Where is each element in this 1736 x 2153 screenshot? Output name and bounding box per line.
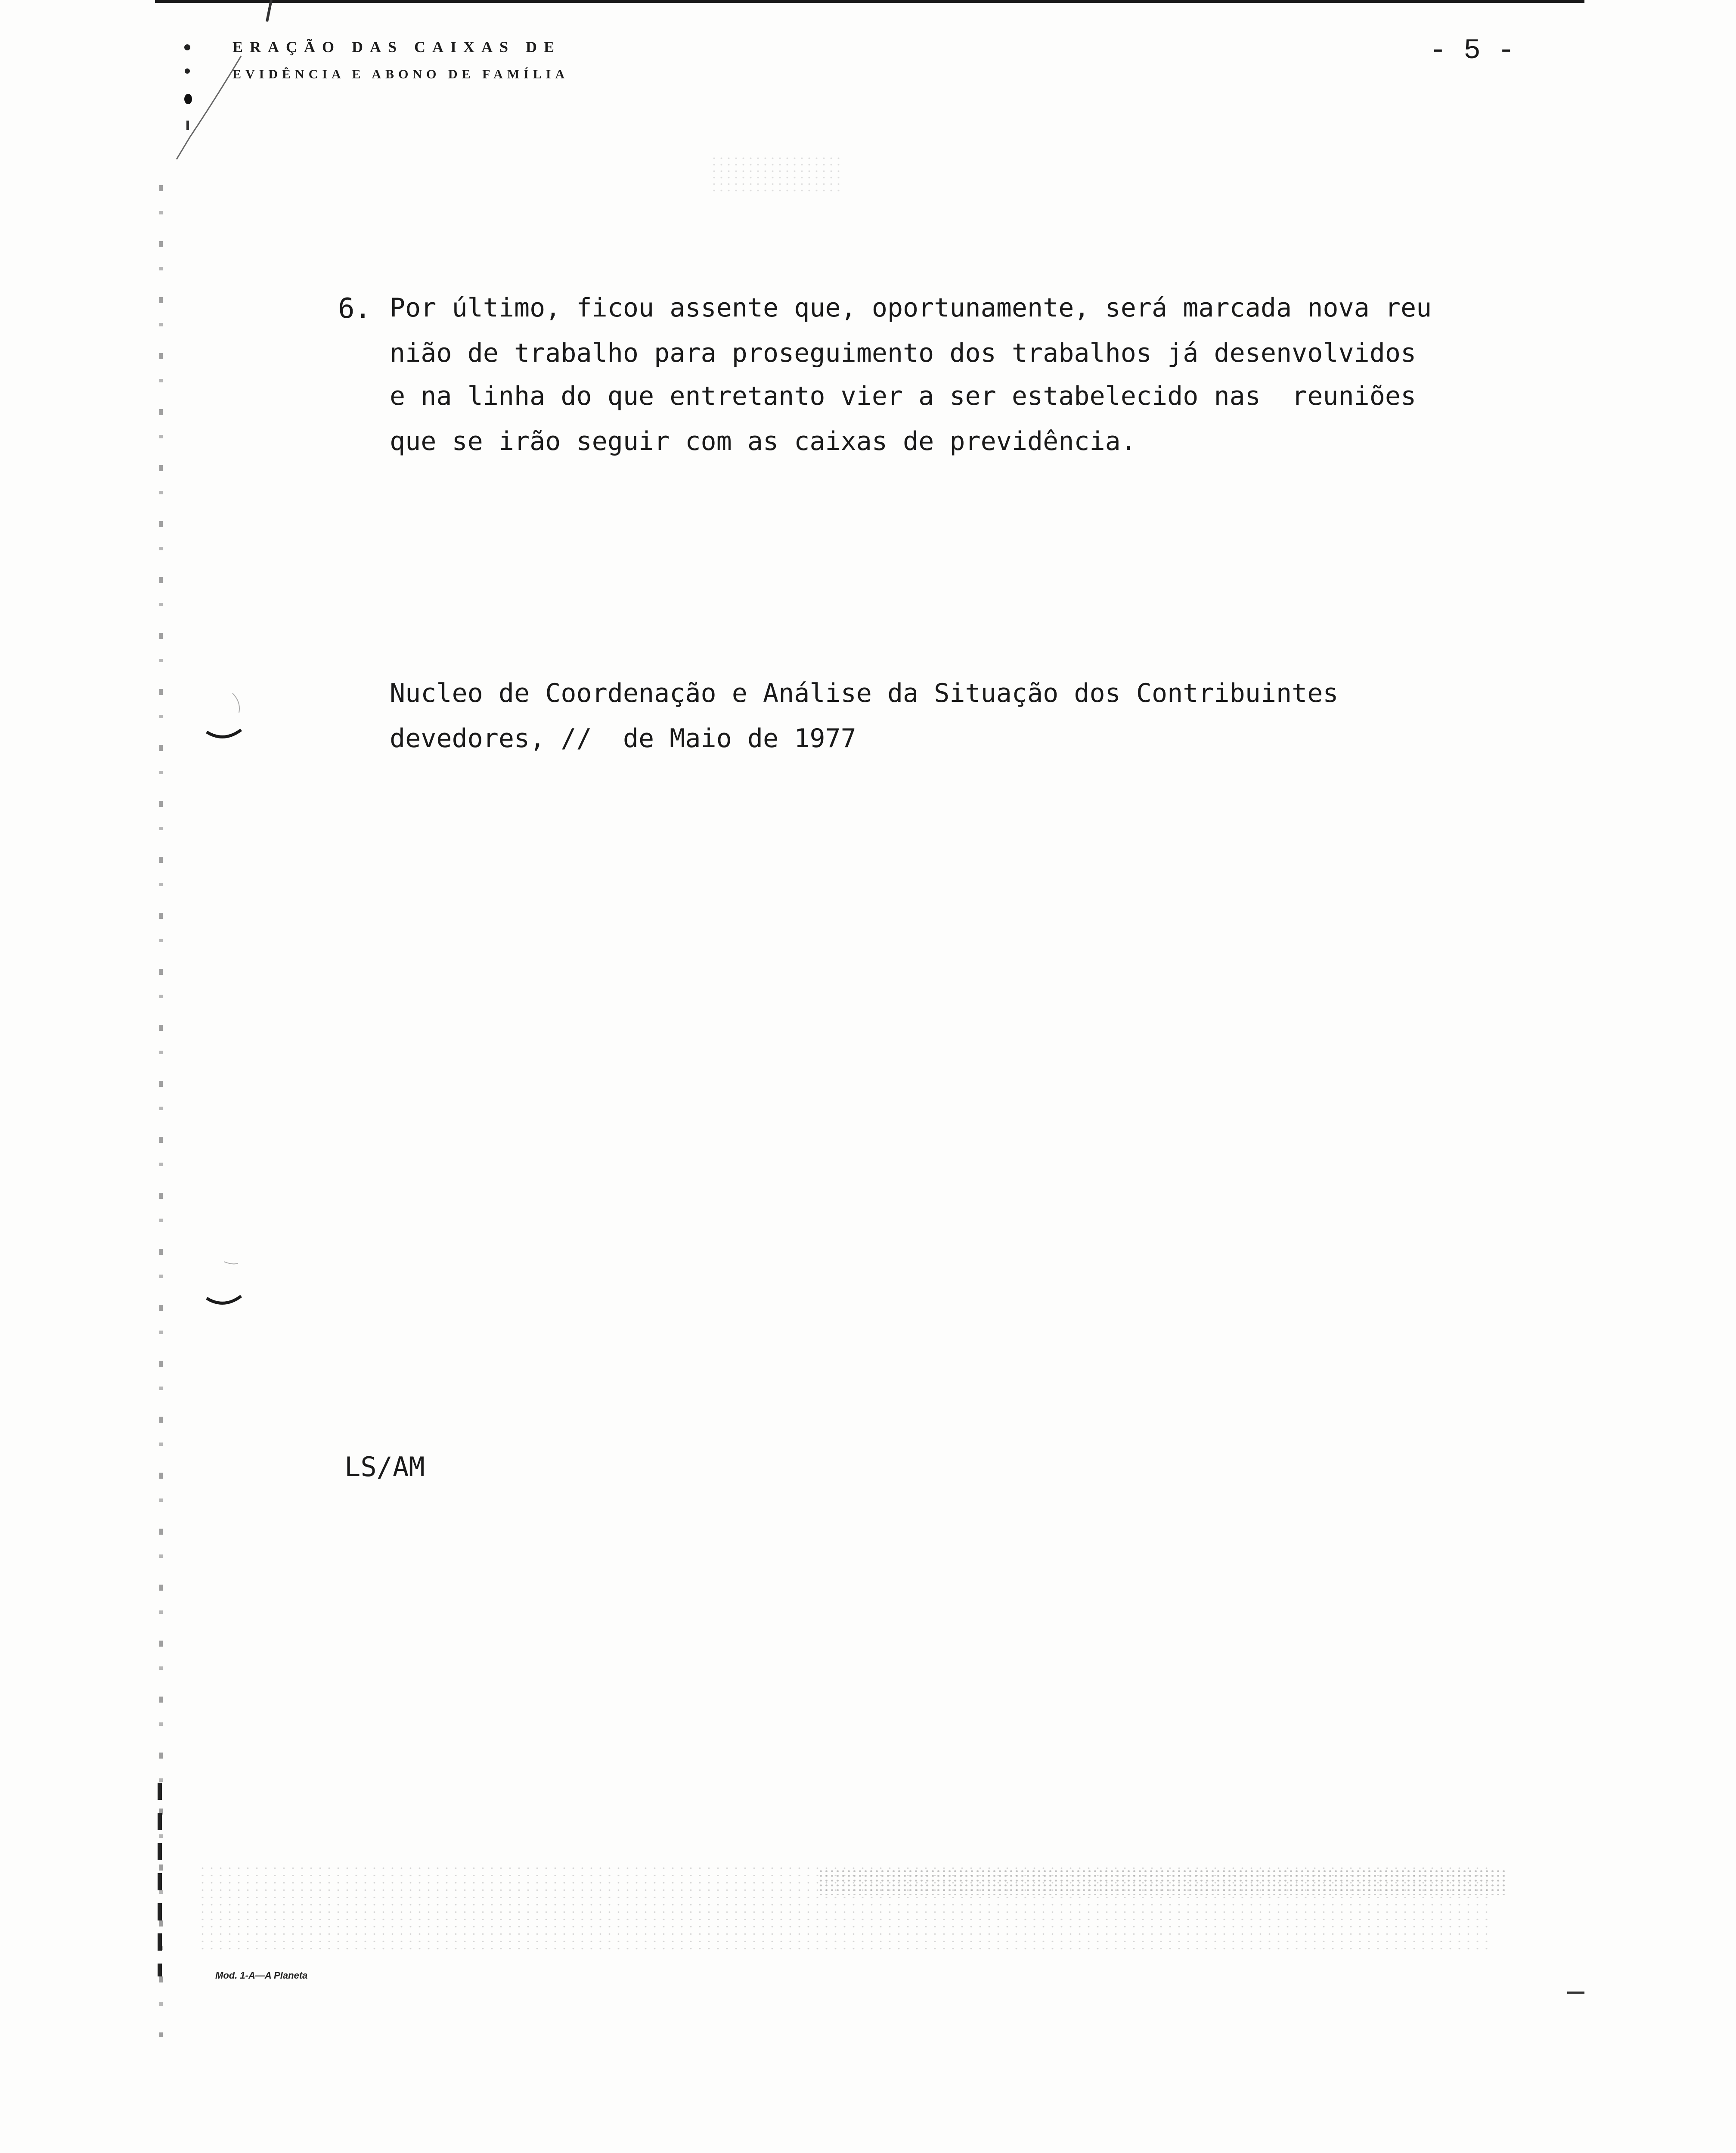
binding-edge-dark bbox=[158, 1783, 162, 1976]
paragraph-line-4: que se irão seguir com as caixas de previdência. bbox=[390, 426, 1136, 456]
punch-hole-mark-lower bbox=[198, 1257, 250, 1318]
letterhead-line-2: EVIDÊNCIA E ABONO DE FAMÍLIA bbox=[232, 67, 569, 81]
punch-hole-mark-upper bbox=[198, 689, 250, 749]
scan-noise bbox=[710, 155, 840, 194]
paragraph-line-1: Por último, ficou assente que, oportunamente, será marcada nova reu bbox=[390, 293, 1432, 323]
binding-edge bbox=[159, 185, 163, 2037]
letterhead bbox=[232, 38, 569, 82]
signature-line-1: Nucleo de Coordenação e Análise da Situação dos Contribuintes bbox=[390, 678, 1339, 708]
margin-bullet-marks bbox=[174, 39, 200, 177]
edge-mark bbox=[1567, 1992, 1584, 1994]
paragraph-line-2: nião de trabalho para proseguimento dos trabalhos já desenvolvidos bbox=[390, 338, 1417, 368]
paragraph-number: 6. bbox=[338, 293, 372, 325]
paragraph-line-3: e na linha do que entretanto vier a ser estabelecido nas reuniões bbox=[390, 381, 1417, 411]
scan-noise-band-dense bbox=[818, 1869, 1507, 1895]
top-edge-rule bbox=[155, 0, 1584, 3]
form-code: Mod. 1-A—A Planeta bbox=[215, 1970, 308, 1981]
letterhead-line-1: ERAÇÃO DAS CAIXAS DE bbox=[232, 38, 561, 56]
typist-initials: LS/AM bbox=[344, 1451, 425, 1483]
page-number: - 5 - bbox=[1429, 34, 1515, 67]
signature-line-2: devedores, // de Maio de 1977 bbox=[390, 723, 856, 754]
